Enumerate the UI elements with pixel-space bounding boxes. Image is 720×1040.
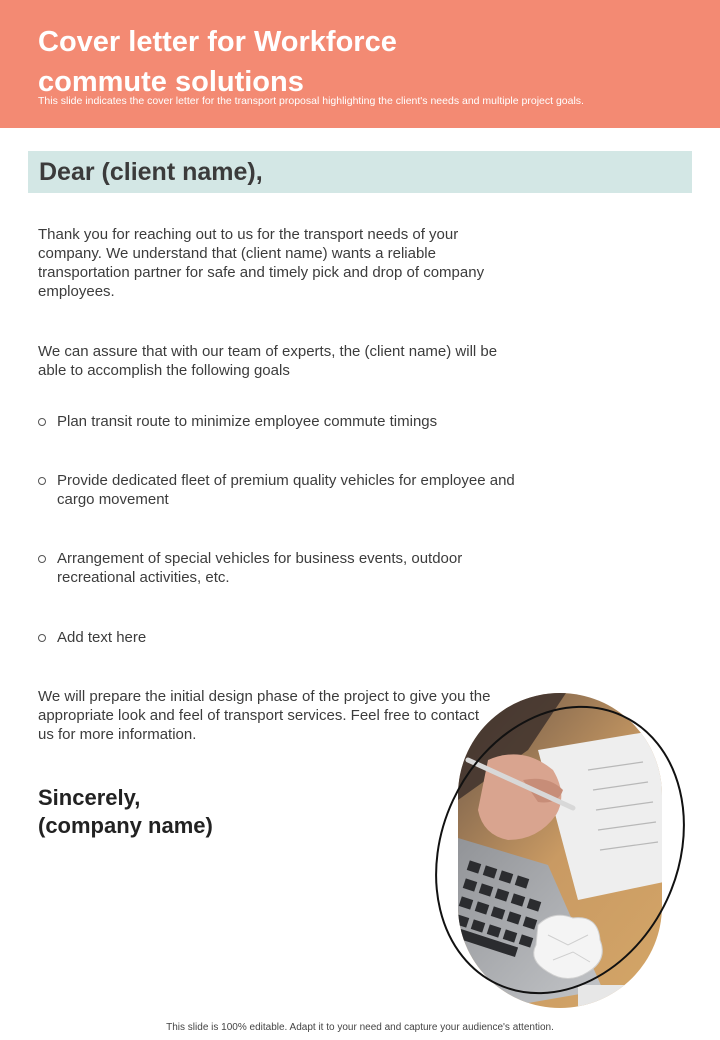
signoff-company: (company name) [38, 813, 213, 838]
intro-paragraph: Thank you for reaching out to us for the transport needs of your company. We understand that (client name) wants a reliable transportation partner for safe and timely pick and drop of company employees. [38, 226, 485, 300]
goal-item [38, 412, 516, 431]
goal-item [38, 628, 516, 647]
bullet-icon [38, 555, 46, 563]
goal-text: Provide dedicated fleet of premium quality vehicles for employee and cargo movement [57, 472, 515, 508]
greeting: Dear (client name), [39, 158, 263, 186]
goal-text: Arrangement of special vehicles for business events, outdoor recreational activities, etc. [57, 550, 463, 586]
signoff-line-1: Sincerely, [38, 785, 141, 810]
goal-text: Add text here [57, 629, 147, 646]
bullet-icon [38, 477, 46, 485]
signoff [38, 784, 338, 840]
goal-item [38, 549, 516, 587]
goal-item [38, 471, 516, 509]
assurance-paragraph: We can assure that with our team of experts, the (client name) will be able to accomplish the following goals [38, 343, 498, 379]
goal-text: Plan transit route to minimize employee commute timings [57, 413, 438, 430]
laptop-document-photo-icon [428, 690, 698, 1010]
bullet-icon [38, 634, 46, 642]
decorative-photo [428, 690, 698, 1010]
page-title [38, 22, 598, 102]
title-line-2: commute solutions [38, 66, 304, 98]
footer-note: This slide is 100% editable. Adapt it to your need and capture your audience's attention. [166, 1022, 554, 1033]
header-banner [0, 0, 720, 128]
title-line-1: Cover letter for Workforce [38, 26, 397, 58]
page-subtitle: This slide indicates the cover letter for the transport proposal highlighting the client's needs and multiple project goals. [38, 95, 584, 107]
closing-paragraph: We will prepare the initial design phase of the project to give you the appropriate look and feel of transport services. Feel free to contact us for more information. [38, 688, 491, 743]
greeting-band [28, 151, 692, 193]
bullet-icon [38, 418, 46, 426]
